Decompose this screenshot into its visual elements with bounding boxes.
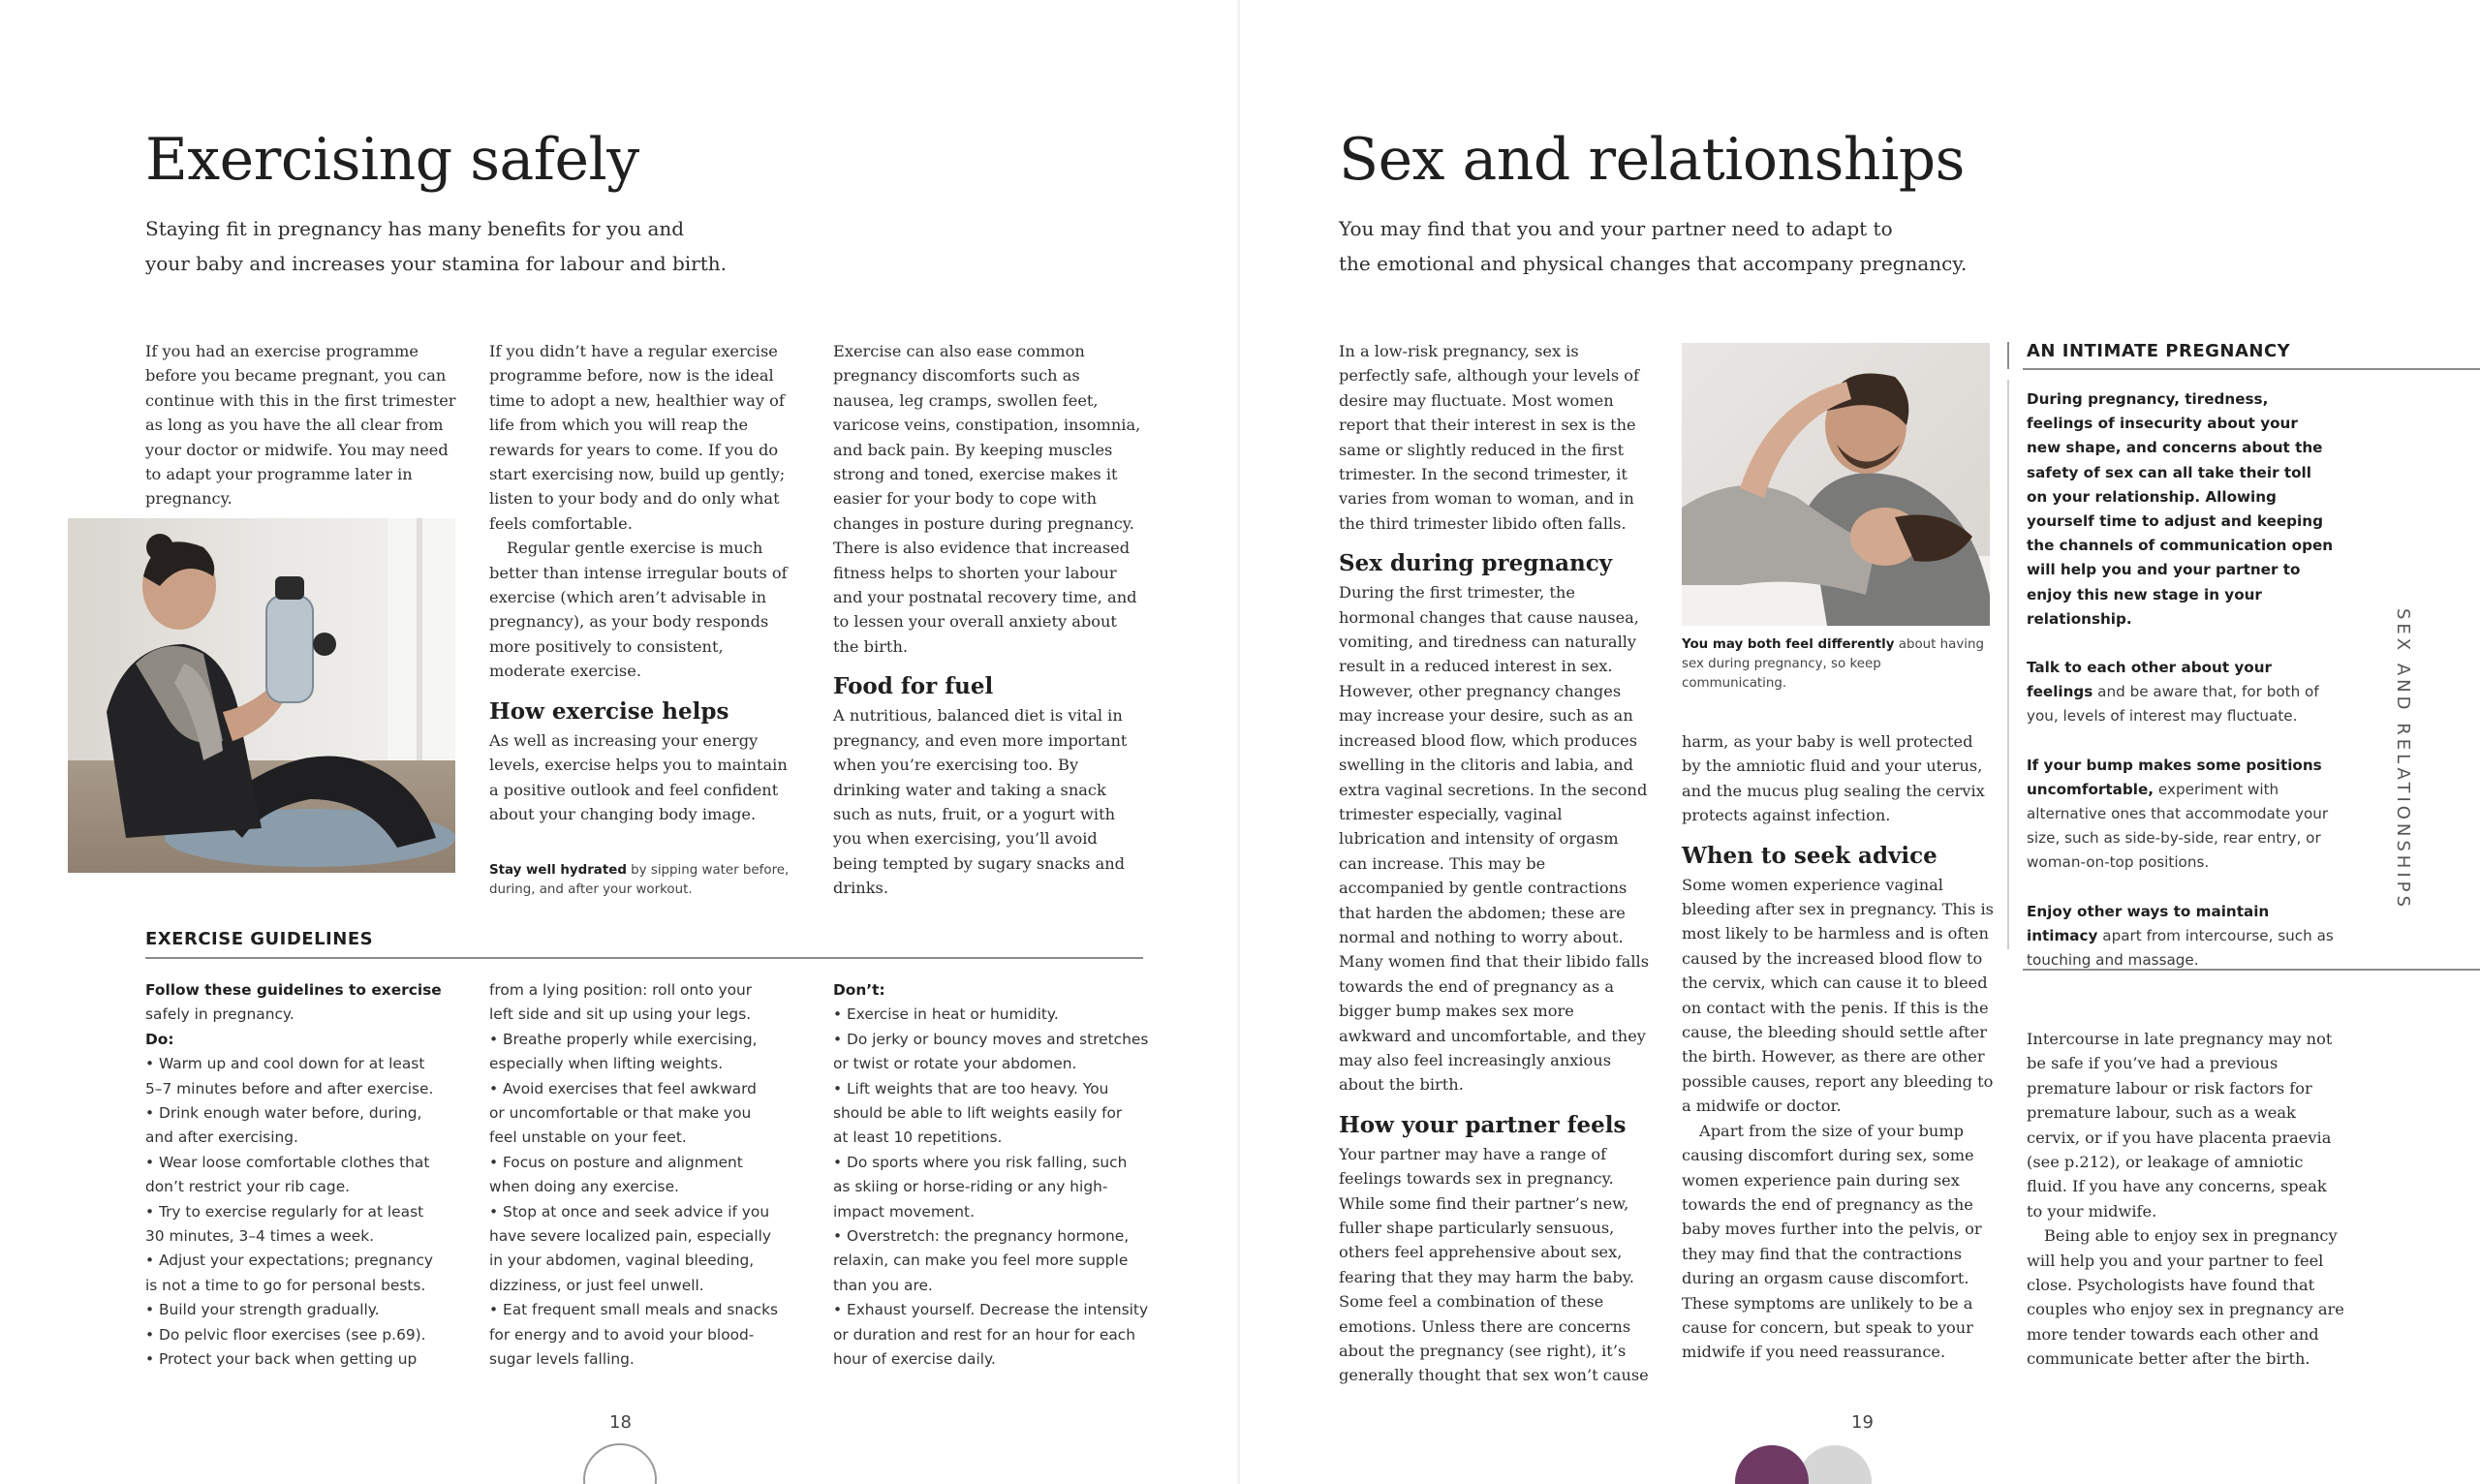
guideline-line: don’t restrict your rib cage. (145, 1178, 351, 1196)
guideline-line: or duration and rest for an hour for each (833, 1325, 1135, 1344)
guideline-line: • Protect your back when getting up (145, 1350, 418, 1369)
guideline-line: should be able to lift weights easily for (833, 1104, 1123, 1123)
right-page (1240, 0, 2480, 1484)
guideline-line: impact movement. (833, 1202, 975, 1221)
body-column-3: Intercourse in late pregnancy may not be safe if you’ve had a previous premature labour or risk factors for premature labour, such as a weak cervix, or if you have placenta praevia (see p.212), or leakage of amniotic fluid. If you have any concerns, speak to your midwife. Being able to enjoy sex in pregnancy will help you and your partner to feel close. Psychologists have found that couples who enjoy sex in pregnancy are more tender towards each other and communicate better after the birth. (2027, 1030, 2344, 1369)
guideline-line: or uncomfortable or that make you (489, 1104, 752, 1123)
guideline-line: and after exercising. (145, 1128, 298, 1147)
guideline-line: 30 minutes, 3–4 times a week. (145, 1227, 375, 1246)
guideline-line: • Try to exercise regularly for at least (145, 1202, 424, 1221)
guideline-line: • Focus on posture and alignment (489, 1153, 743, 1171)
guideline-line: when doing any exercise. (489, 1178, 679, 1196)
sidebar-body: During pregnancy, tiredness, feelings of insecurity about your new shape, and concerns about the safety of sex can all take their toll on your relationship. Allowing yourself time to adjust and keeping the channels of communication open will help you and your partner to enjoy this new stage in your relationship. Talk to each other about your feelings and be aware that, for both of you, levels of interest may fluctuate. If your bump makes some positions uncomfortable, experiment with alternative ones that accommodate your size, such as side-by-side, rear entry, or woman-on-top positions. Enjoy other ways to maintain intimacy apart from intercourse, such as touching and massage. (2027, 390, 2334, 970)
sidebar-heading: AN INTIMATE PREGNANCY (2027, 341, 2291, 361)
guideline-line: especially when lifting weights. (489, 1055, 724, 1073)
body-column-1: If you had an exercise programme before you became pregnant, you can continue with this in the first trimester as long as you have the all clear from your doctor or midwife. You may need to adapt your programme later in pregnancy. (145, 342, 456, 509)
guideline-line: or twist or rotate your abdomen. (833, 1055, 1077, 1073)
guideline-line: than you are. (833, 1276, 933, 1294)
page-tab-circle-grey (1798, 1445, 1872, 1484)
guideline-line: • Warm up and cool down for at least (145, 1055, 425, 1073)
guideline-line: from a lying position: roll onto your (489, 981, 753, 999)
guideline-line: • Lift weights that are too heavy. You (833, 1079, 1109, 1098)
section-tab-label: SEX AND RELATIONSHIPS (2393, 608, 2413, 911)
guideline-line: • Overstretch: the pregnancy hormone, (833, 1227, 1130, 1246)
subheading-food-for-fuel: Food for fuel (833, 673, 994, 700)
guideline-line: • Drink enough water before, during, (145, 1104, 422, 1123)
subheading-sex-during-pregnancy: Sex during pregnancy (1339, 550, 1613, 577)
page-number-right: 19 (1851, 1412, 1874, 1433)
guideline-line: 5–7 minutes before and after exercise. (145, 1079, 434, 1098)
do-list-continued (489, 978, 809, 1373)
guideline-line: • Build your strength gradually. (145, 1301, 380, 1319)
guidelines-column-1: Follow these guidelines to exercise safely in pregnancy. Do: • Warm up and cool down for at least 5–7 minutes before and after exercise. • Drink enough water before, during, and after exercising. • Wear loose comfortable clothes that don’t restrict your rib cage. • Try to exercise regularly for at least 30 minutes, 3–4 times a week. • Adjust your expectations; pregnancy is not a time to go for personal bests. • Build your strength gradually. • Do pelvic floor exercises (see p.69). • Protect your back when getting up (145, 978, 465, 1373)
guidelines-column-2 (489, 978, 809, 1373)
sidebar-rule-top (2023, 368, 2480, 370)
subheading-how-exercise-helps: How exercise helps (489, 697, 729, 725)
dont-list (833, 1003, 1153, 1372)
guideline-line: • Wear loose comfortable clothes that (145, 1153, 430, 1171)
guideline-line: left side and sit up using your legs. (489, 1005, 752, 1024)
guidelines-heading: EXERCISE GUIDELINES (145, 929, 374, 949)
body-column-3: Exercise can also ease common pregnancy discomforts such as nausea, leg cramps, swollen feet, varicose veins, constipation, insomnia, and back pain. By keeping muscles strong and toned, exercise makes it easier for your body to cope with changes in posture during pregnancy. There is also evidence that increased fitness helps to shorten your labour and your postnatal recovery time, and to lessen your overall anxiety about the birth. Food for fuel A nutritious, balanced diet is vital in pregnancy, and even more important when you’re exercising too. By drinking water and taking a snack such as nuts, fruit, or a yogurt with you when exercising, you’ll avoid being tempted by sugary snacks and drinks. (833, 339, 1145, 901)
page-number-left: 18 (609, 1412, 632, 1433)
guideline-line: • Avoid exercises that feel awkward (489, 1079, 757, 1098)
photo-caption: Stay well hydrated by sipping water before, during, and after your workout. (489, 863, 790, 898)
intro-text: Staying fit in pregnancy has many benefits for you and your baby and increases your stamina for labour and birth. (145, 217, 728, 275)
subheading-when-to-seek-advice: When to seek advice (1682, 842, 1938, 869)
body-column-2: If you didn’t have a regular exercise programme before, now is the ideal time to adopt a new, healthier way of life from which you will reap the rewards for years to come. If you do start exercising now, build up gently; listen to your body and do only what feels comfortable. Regular gentle exercise is much better than intense irregular bouts of exercise (which aren’t advisable in pregnancy), as your body responds more positively to consistent, moderate exercise. How exercise helps As well as increasing your energy levels, exercise helps you to maintain a positive outlook and feel confident about your changing body image. Stay well hydrated by sipping water before, during, and after your workout. (489, 339, 801, 900)
guideline-line: feel unstable on your feet. (489, 1128, 687, 1147)
guideline-line: • Exhaust yourself. Decrease the intensity (833, 1301, 1149, 1319)
guideline-line: • Eat frequent small meals and snacks (489, 1301, 779, 1319)
page-tab-circle-purple (1735, 1445, 1809, 1484)
photo-caption: You may both feel differently about having sex during pregnancy, so keep communicating. (1682, 637, 1984, 691)
subheading-how-your-partner-feels: How your partner feels (1339, 1111, 1627, 1138)
page-title: Sex and relationships (1339, 126, 1965, 194)
guideline-line: as skiing or horse-riding or any high- (833, 1178, 1108, 1196)
guideline-line: • Do pelvic floor exercises (see p.69). (145, 1325, 426, 1344)
guideline-line: • Do sports where you risk falling, such (833, 1153, 1128, 1171)
guideline-line: in your abdomen, vaginal bleeding, (489, 1252, 755, 1270)
guideline-line: • Do jerky or bouncy moves and stretches (833, 1030, 1149, 1048)
guidelines-rule (145, 957, 1143, 959)
exercise-photo (68, 518, 455, 873)
guideline-line: sugar levels falling. (489, 1350, 635, 1369)
couple-photo (1682, 343, 1990, 626)
guideline-line: • Exercise in heat or humidity. (833, 1005, 1059, 1024)
guideline-line: • Breathe properly while exercising, (489, 1030, 758, 1048)
body-column-2: harm, as your baby is well protected by the amniotic fluid and your uterus, and the mucus plug sealing the cervix protects against infection. When to seek advice Some women experience vaginal bleeding after sex in pregnancy. This is most likely to be harmless and is often caused by the increased blood flow to the cervix, which can cause it to bleed on contact with the penis. If this is the cause, the bleeding should settle after the birth. However, as there are other possible causes, report any bleeding to a midwife or doctor. Apart from the size of your bump causing discomfort during sex, some women experience pain during sex towards the end of pregnancy as the baby moves further into the pelvis, or they may find that the contractions during an orgasm cause discomfort. These symptoms are unlikely to be a cause for concern, but speak to your midwife if you need reassurance. (1682, 732, 1994, 1362)
guideline-line: relaxin, can make you feel more supple (833, 1252, 1129, 1270)
guideline-line: have severe localized pain, especially (489, 1227, 771, 1246)
intro-text: You may find that you and your partner need to adapt to the emotional and physical changes that accompany pregnancy. (1339, 217, 1968, 275)
guideline-line: dizziness, or just feel unwell. (489, 1276, 704, 1294)
guidelines-column-3: Don’t: • Exercise in heat or humidity. • Do jerky or bouncy moves and stretches or twist or rotate your abdomen. • Lift weights that are too heavy. You should be able to lift weights easily for at least 10 repetitions. • Do sports where you risk falling, such as skiing or horse-riding or any high- impact movement. • Overstretch: the pregnancy hormone, relaxin, can make you feel more supple than you are. • Exhaust yourself. Decrease the intensity or duration and rest for an hour for each hour of exercise daily. (833, 978, 1153, 1373)
sidebar-border (2007, 380, 2009, 949)
guideline-line: hour of exercise daily. (833, 1350, 996, 1369)
page-title: Exercising safely (145, 126, 639, 194)
guideline-line: is not a time to go for personal bests. (145, 1276, 426, 1294)
guideline-line: at least 10 repetitions. (833, 1128, 1003, 1147)
sidebar-marker (2007, 342, 2009, 369)
guideline-line: • Adjust your expectations; pregnancy (145, 1252, 434, 1270)
sidebar-rule-bottom (2023, 969, 2480, 971)
page-tab-circle-outline (583, 1443, 657, 1484)
guideline-line: for energy and to avoid your blood- (489, 1325, 755, 1344)
guideline-line: • Stop at once and seek advice if you (489, 1202, 770, 1221)
body-column-1: In a low-risk pregnancy, sex is perfectly safe, although your levels of desire may fluctuate. Most women report that their interest in sex is the same or slightly reduced in the first trimester. In the second trimester, it varies from woman to woman, and in the third trimester libido often falls. Sex during pregnancy During the first trimester, the hormonal changes that cause nausea, vomiting, and tiredness can naturally result in a reduced interest in sex. However, other pregnancy changes may increase your desire, such as an increased blood flow, which produces swelling in the clitoris and labia, and extra vaginal secretions. In the second trimester especially, vaginal lubrication and intensity of orgasm can increase. This may be accompanied by gentle contractions that harden the abdomen; these are normal and nothing to worry about. Many women find that their libido falls towards the end of pregnancy as a bigger bump makes sex more awkward and uncomfortable, and they may also feel increasingly anxious about the birth. How your partner feels Your partner may have a range of feelings towards sex in pregnancy. While some find their partner’s new, fuller shape particularly sensuous, others feel apprehensive about sex, fearing that they may harm the baby. Some feel a combination of these emotions. Unless there are concerns about the pregnancy (see right), it’s generally thought that sex won’t cause (1339, 342, 1650, 1385)
do-list (145, 1052, 465, 1372)
